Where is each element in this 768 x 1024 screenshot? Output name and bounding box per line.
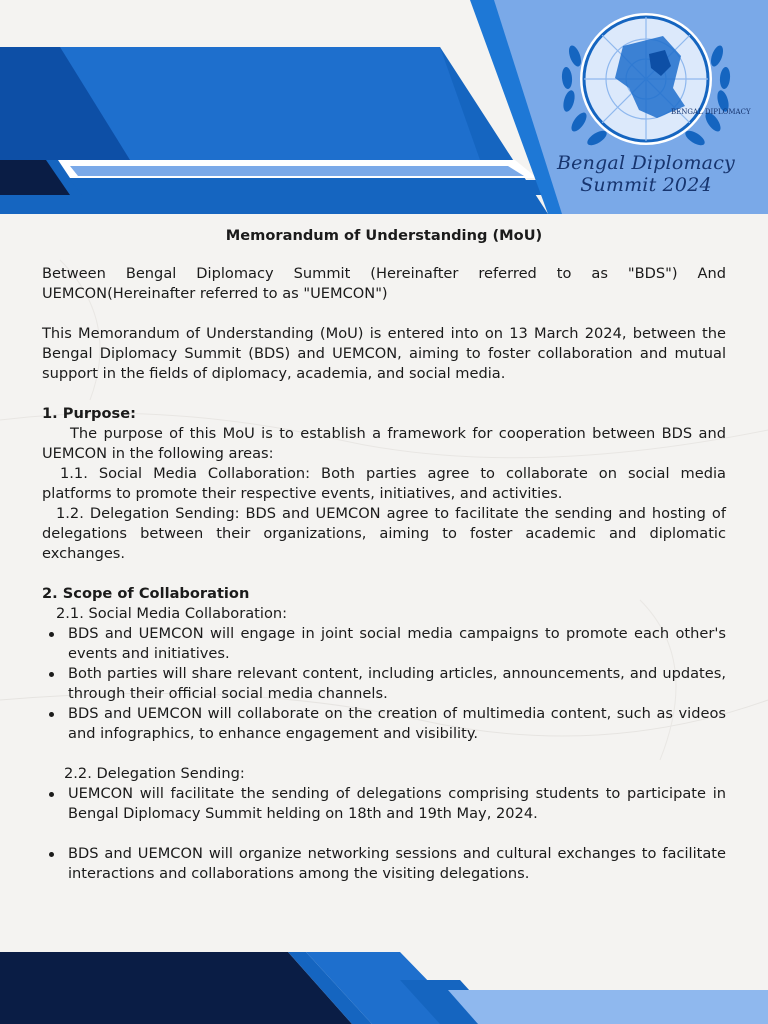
purpose-body: The purpose of this MoU is to establish a framework for cooperation between BDS and UEMCON in the following areas: [42,425,726,462]
svg-text:BENGAL DIPLOMACY: BENGAL DIPLOMACY [671,108,751,116]
mou-document [42,226,726,884]
bullet-icon [49,852,54,857]
list-item: Both parties will share relevant content, including articles, announcements, and updates, through their official social media channels. [42,664,726,704]
bullet-icon [49,672,54,677]
purpose-heading: 1. Purpose: [42,405,136,422]
purpose-item-1: 1.1. Social Media Collaboration: Both parties agree to collaborate on social media platforms to promote their respective events, initiatives, and activities. [42,465,726,502]
list-item: UEMCON will facilitate the sending of delegations comprising students to participate in Bengal Diplomacy Summit helding on 18th and 19th May, 2024. [42,784,726,824]
document-title: Memorandum of Understanding (MoU) [225,227,543,244]
footer-banner [0,940,768,1024]
scope-heading: 2. Scope of Collaboration [42,585,250,602]
scope-sub1-label: 2.1. Social Media Collaboration: [56,605,288,622]
scope-sub2-list-b [42,844,726,884]
scope-sub2-list [42,784,726,824]
logo-line-2: Summit 2024 [580,174,712,196]
purpose-item-2: 1.2. Delegation Sending: BDS and UEMCON agree to facilitate the sending and hosting of delegations between their organizations, aiming to foster academic and diplomatic exchanges. [42,505,726,562]
summit-logo-text [546,152,746,196]
list-item: BDS and UEMCON will collaborate on the creation of multimedia content, such as videos and infographics, to enhance engagement and visibility. [42,704,726,744]
scope-sub2-label: 2.2. Delegation Sending: [64,765,245,782]
logo-line-1: Bengal Diplomacy [557,152,735,174]
list-item: BDS and UEMCON will organize networking sessions and cultural exchanges to facilitate interactions and collaborations among the visiting delegations. [42,844,726,884]
scope-sub1-list [42,624,726,744]
list-item: BDS and UEMCON will engage in joint social media campaigns to promote each other's events and initiatives. [42,624,726,664]
bullet-icon [49,632,54,637]
bullet-icon [49,792,54,797]
parties-paragraph: Between Bengal Diplomacy Summit (Hereinafter referred to as "BDS") And UEMCON(Hereinafter referred to as "UEMCON") [42,265,726,302]
bullet-icon [49,712,54,717]
intro-paragraph: This Memorandum of Understanding (MoU) is entered into on 13 March 2024, between the Bengal Diplomacy Summit (BDS) and UEMCON, aiming to foster collaboration and mutual support in the fields of diplomacy, academia, and social media. [42,325,726,382]
